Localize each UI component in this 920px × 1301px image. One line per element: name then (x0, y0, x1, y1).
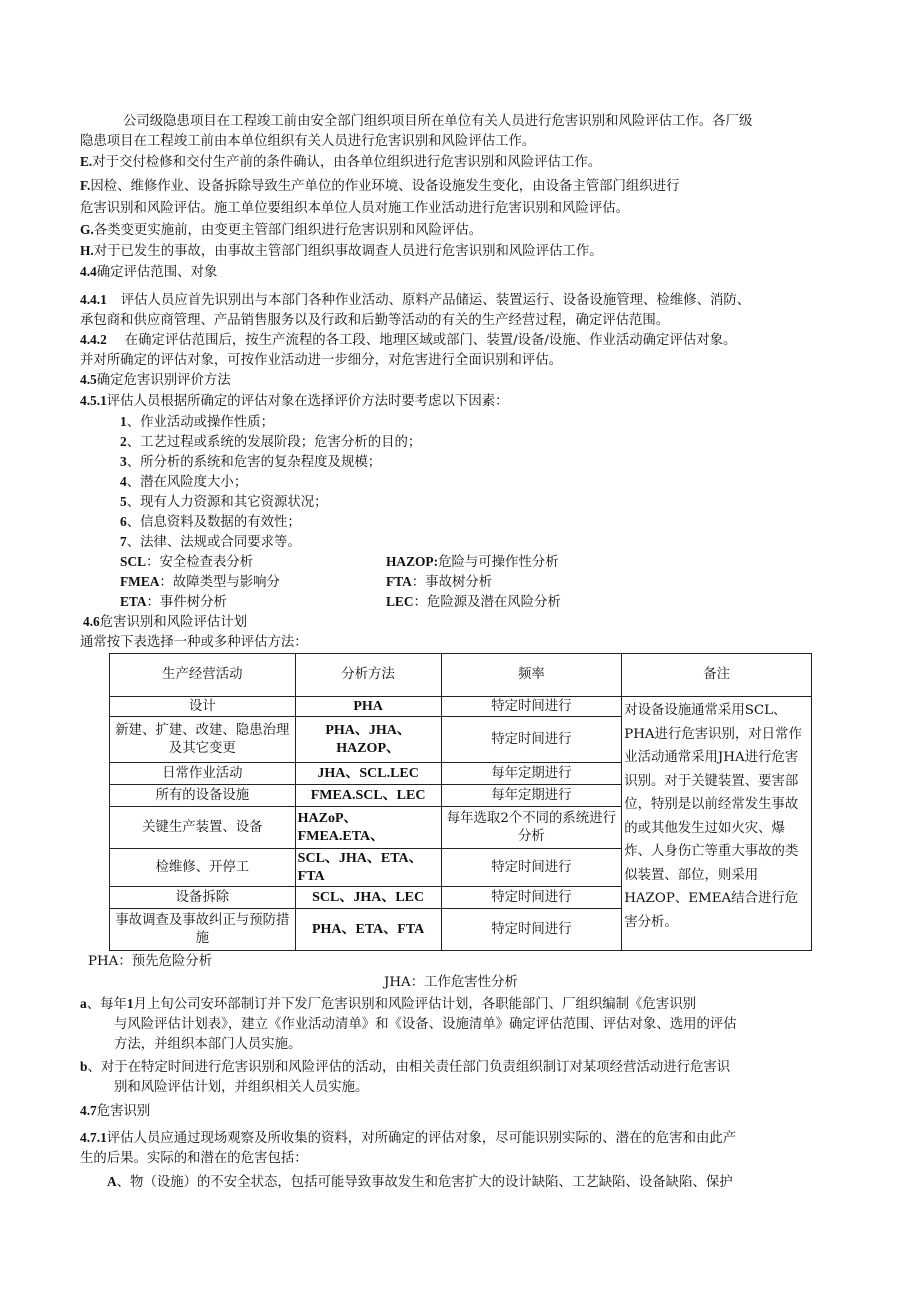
section-title: 确定评估范围、对象 (96, 265, 218, 280)
section-title: 危害识别 (96, 1104, 151, 1119)
item-text: 对于已发生的事故，由事故主管部门组织事故调查人员进行危害识别和风险评估工作。 (93, 244, 603, 259)
section-heading (83, 613, 247, 632)
item-b (80, 1058, 730, 1077)
item-number: 1 (126, 996, 134, 1011)
method-desc: ：安全检查表分析 (146, 555, 254, 570)
method-abbr: HAZOP: (386, 554, 439, 569)
paragraph-line: 通常按下表选择一种或多种评估方法： (80, 635, 308, 650)
paragraph-line: 隐患项目在工程竣工前由本单位组织有关人员进行危害识别和风险评估工作。 (80, 134, 536, 149)
factor-item (120, 513, 301, 532)
method-desc: ：事件树分析 (146, 595, 227, 610)
method-desc: ：危险源及潜在风险分析 (413, 595, 561, 610)
item-h (80, 242, 603, 261)
section-number: 4.5.1 (80, 393, 107, 408)
subsection-line (80, 291, 750, 310)
frequency-cell: 特定时间进行 (441, 717, 622, 763)
factor-number: 3 (120, 454, 127, 469)
paragraph-line: 承包商和供应商管理、产品销售服务以及行政和后勤等活动的有关的生产经营过程，确定评估范围。 (80, 313, 670, 328)
item-marker: F. (80, 178, 91, 193)
item-text: 、物（设施）的不安全状态，包括可能导致事故发生和危害扩大的设计缺陷、工艺缺陷、设备缺陷、保护 (116, 1175, 733, 1190)
activity-cell: 设备拆除 (110, 887, 296, 909)
method-cell: JHA、SCL.LEC (295, 763, 441, 785)
activity-cell: 新建、扩建、改建、隐患治理及其它变更 (110, 717, 296, 763)
method-desc: 危险与可操作性分析 (438, 555, 559, 570)
factor-number: 2 (120, 434, 127, 449)
item-e (80, 153, 601, 172)
method-desc: ：故障类型与影响分 (159, 575, 280, 590)
abbr-definition: PHA：预先危险分析 (88, 954, 213, 969)
method-cell: PHA (295, 697, 441, 717)
section-number: 4.4.1 (80, 292, 107, 307)
paragraph-text: 在确定评估范围后，按生产流程的各工段、地理区域或部门、装置/设备/设施、作业活动确定评估对象。 (124, 333, 737, 348)
method-definition (120, 573, 280, 592)
paragraph-line: 别和风险评估计划，并组织相关人员实施。 (114, 1080, 369, 1095)
factor-item (120, 493, 328, 512)
subsection-line (80, 331, 736, 350)
item-g (80, 221, 482, 240)
method-table (109, 653, 812, 951)
method-abbr: FMEA (120, 574, 160, 589)
method-abbr: ETA (120, 594, 147, 609)
paragraph-line: 公司级隐患项目在工程竣工前由安全部门组织项目所在单位有关人员进行危害识别和风险评估工作。各厂级 (123, 114, 753, 129)
table-header-cell: 分析方法 (295, 654, 441, 697)
frequency-cell: 特定时间进行 (441, 697, 622, 717)
table-header-cell: 频率 (441, 654, 622, 697)
item-marker: G. (80, 222, 94, 237)
factor-item (120, 473, 247, 492)
activity-cell: 关键生产装置、设备 (110, 807, 296, 849)
activity-cell: 检维修、开停工 (110, 849, 296, 887)
section-title: 危害识别和风险评估计划 (99, 615, 248, 630)
item-text: 因检、维修作业、设备拆除导致生产单位的作业环境、设备设施发生变化，由设备主管部门组织进行 (90, 179, 680, 194)
paragraph-text: 评估人员应首先识别出与本部门各种作业活动、原料产品储运、装置运行、设备设施管理、检维修、消防、 (120, 293, 751, 308)
factor-text: 、作业活动或操作性质； (126, 415, 274, 430)
item-text: 对于交付检修和交付生产前的条件确认，由各单位组织进行危害识别和风险评估工作。 (92, 155, 602, 170)
item-text: 月上旬公司安环部制订并下发厂危害识别和风险评估计划，各职能部门、厂组织编制《危害识别 (133, 997, 696, 1012)
item-a (80, 995, 696, 1014)
subsection-line (80, 1129, 736, 1148)
table-header-row (110, 654, 812, 697)
section-heading (80, 1102, 150, 1121)
factor-text: 、所分析的系统和危害的复杂程度及规模； (126, 455, 382, 470)
factor-item (120, 433, 421, 452)
paragraph-line: 生的后果。实际的和潜在的危害包括： (80, 1151, 308, 1166)
factor-item (120, 413, 274, 432)
item-marker: H. (80, 243, 94, 258)
item-marker: A (107, 1174, 117, 1189)
note-cell: 对设备设施通常采用SCL、PHA进行危害识别，对日常作业活动通常采用JHA进行危害识别。对于关键装置、要害部位，特别是以前经常发生事故的或其他发生过如火灾、爆炸、人身伤亡等重大事故的类似装置、部位，则采用HAZOP、EMEA结合进行危害分析。 (622, 697, 812, 951)
method-cell: SCL、JHA、LEC (295, 887, 441, 909)
section-number: 4.4 (80, 264, 97, 279)
factor-text: 、法律、法规或合同要求等。 (126, 535, 301, 550)
section-title: 确定危害识别评价方法 (96, 373, 231, 388)
activity-cell: 事故调查及事故纠正与预防措施 (110, 909, 296, 951)
frequency-cell: 特定时间进行 (441, 849, 622, 887)
item-f (80, 177, 680, 196)
method-definition (386, 573, 492, 592)
item-marker: a (80, 996, 87, 1011)
factor-item (120, 453, 381, 472)
method-abbr: SCL (120, 554, 147, 569)
paragraph-text: 评估人员应通过现场观察及所收集的资料，对所确定的评估对象，尽可能识别实际的、潜在的危害和由此产 (106, 1131, 737, 1146)
paragraph-line: 与风险评估计划表》，建立《作业活动清单》和《设备、设施清单》确定评估范围、评估对象、选用的评估 (114, 1017, 737, 1032)
paragraph-text: 评估人员根据所确定的评估对象在选择评价方法时要考虑以下因素： (106, 394, 509, 409)
method-definition (386, 593, 561, 612)
frequency-cell: 特定时间进行 (441, 887, 622, 909)
method-definition (120, 593, 227, 612)
method-definition (120, 553, 253, 572)
section-number: 4.5 (80, 372, 97, 387)
table-row (110, 697, 812, 717)
paragraph-line: 方法，并组织本部门人员实施。 (114, 1037, 302, 1052)
frequency-cell: 特定时间进行 (441, 909, 622, 951)
frequency-cell: 每年选取2个不同的系统进行分析 (441, 807, 622, 849)
item-marker: b (80, 1059, 88, 1074)
activity-cell: 日常作业活动 (110, 763, 296, 785)
abbr-definition: JHA：工作危害性分析 (384, 975, 518, 990)
item-text: 各类变更实施前，由变更主管部门组织进行危害识别和风险评估。 (93, 223, 483, 238)
section-number: 4.6 (83, 614, 100, 629)
method-desc: ：事故树分析 (411, 575, 493, 590)
factor-number: 5 (120, 494, 127, 509)
factor-number: 6 (120, 514, 127, 529)
factor-text: 、信息资料及数据的有效性； (126, 515, 301, 530)
factor-number: 4 (120, 474, 127, 489)
method-cell: HAZoP、FMEA.ETA、 (295, 807, 441, 849)
factor-text: 、潜在风险度大小； (126, 475, 248, 490)
factor-text: 、现有人力资源和其它资源状况； (126, 495, 328, 510)
item-text: 、每年 (86, 997, 127, 1012)
subsection-line (80, 392, 509, 411)
method-abbr: LEC (386, 594, 414, 609)
item-marker: E. (80, 154, 93, 169)
factor-number: 1 (120, 414, 127, 429)
item-text: 、对于在特定时间进行危害识别和风险评估的活动，由相关责任部门负责组织制订对某项经营活动进行危害识 (87, 1060, 731, 1075)
frequency-cell: 每年定期进行 (441, 763, 622, 785)
section-number: 4.4.2 (80, 332, 107, 347)
table-header-cell: 生产经营活动 (110, 654, 296, 697)
method-cell: PHA、JHA、HAZOP、 (295, 717, 441, 763)
section-number: 4.7 (80, 1103, 97, 1118)
frequency-cell: 每年定期进行 (441, 785, 622, 807)
factor-text: 、工艺过程或系统的发展阶段；危害分析的目的； (126, 435, 422, 450)
activity-cell: 设计 (110, 697, 296, 717)
method-definition (386, 553, 559, 572)
paragraph-line: 并对所确定的评估对象，可按作业活动进一步细分，对危害进行全面识别和评估。 (80, 353, 563, 368)
table-header-cell: 备注 (622, 654, 812, 697)
section-heading (80, 371, 231, 390)
factor-number: 7 (120, 534, 127, 549)
method-cell: SCL、JHA、ETA、FTA (295, 849, 441, 887)
section-number: 4.7.1 (80, 1130, 107, 1145)
paragraph-line: 危害识别和风险评估。施工单位要组织本单位人员对施工作业活动进行危害识别和风险评估。 (80, 201, 630, 216)
method-cell: FMEA.SCL、LEC (295, 785, 441, 807)
activity-cell: 所有的设备设施 (110, 785, 296, 807)
factor-item (120, 533, 301, 552)
section-heading (80, 263, 217, 282)
item-A (107, 1173, 733, 1192)
method-abbr: FTA (386, 574, 412, 589)
method-cell: PHA、ETA、FTA (295, 909, 441, 951)
